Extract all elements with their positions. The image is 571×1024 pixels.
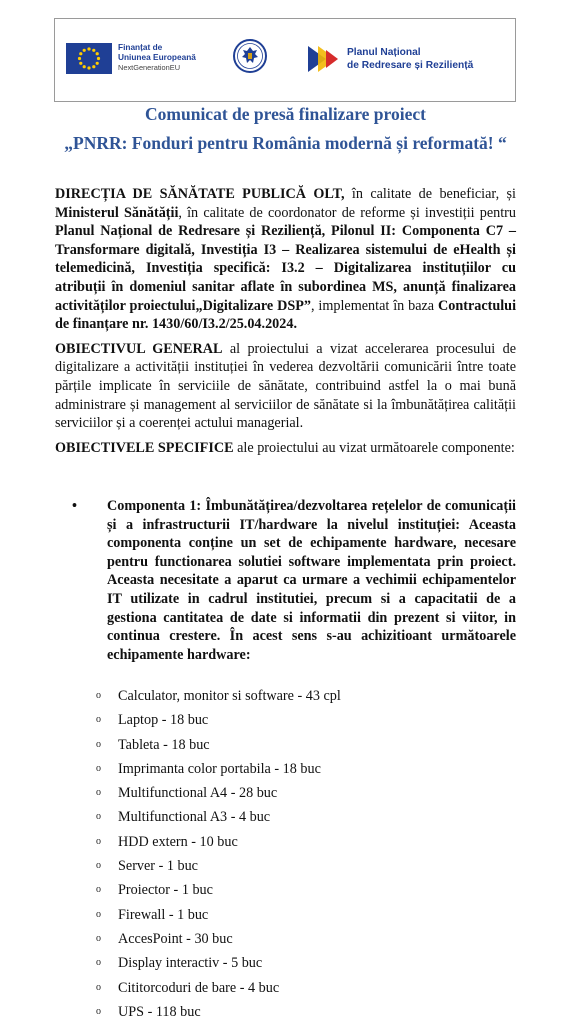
list-marker: o: [96, 932, 101, 944]
list-marker: o: [96, 835, 101, 847]
list-marker: o: [96, 811, 101, 823]
equipment-item-label: Imprimanta color portabila - 18 buc: [118, 760, 321, 777]
list-item: [96, 781, 516, 805]
list-marker: o: [96, 981, 101, 993]
equipment-item-label: Proiector - 1 buc: [118, 882, 213, 899]
list-item: [96, 903, 516, 927]
bullet-marker: •: [72, 498, 77, 514]
equipment-item-label: Multifunctional A3 - 4 buc: [118, 809, 271, 826]
list-marker: o: [96, 787, 101, 799]
list-marker: o: [96, 957, 101, 969]
list-marker: o: [96, 738, 101, 750]
eu-funding-text: [118, 42, 248, 73]
list-marker: o: [96, 908, 101, 920]
list-marker: o: [96, 690, 101, 701]
equipment-list: [96, 684, 516, 1024]
pnrr-line-2: de Redresare și Reziliență: [347, 60, 474, 71]
equipment-item-label: AccesPoint - 30 buc: [118, 930, 233, 947]
list-item: [96, 927, 516, 951]
equipment-item-label: Multifunctional A4 - 28 buc: [118, 785, 278, 802]
funding-banner: [54, 18, 516, 102]
list-item: [96, 878, 516, 902]
equipment-item-label: Server - 1 buc: [118, 858, 198, 875]
component-1-text: Componenta 1: Îmbunătățirea/dezvoltarea rețelelor de comunicații și a infrastructurii IT/hardware la nivelul instituției: Aceasta componenta conține un set de echipamente hardware, necesare pentru functionarea solutiei software implementata prin proiect. Aceasta necesitate a aparut ca urmare a vechimii echipamentelor IT utilizate in cadrul institutiei, precum si a capacitatii de a gestiona cantitatea de date si informatii din prezent si viitor, in continua crestere. În acest sens s-au achizitioant următoarele echipamente hardware:: [107, 498, 516, 663]
list-item: [96, 684, 516, 708]
program-reference: Planul Național de Redresare și Reziliență, Pilonul II: Componenta C7 – Transformare digitală, Investiția I3 – Realizarea sistemului de eHealth și telemedicină, Investiția specifică: I3.2 – Digitalizarea instituțiilor cu atribuții în domeniul sanitar aflate în subordinea MS, anunță finalizarea activităților proiectului„Digitalizare DSP”: [55, 223, 516, 314]
pnrr-line-1: Planul Național: [347, 47, 421, 58]
list-item: [96, 854, 516, 878]
eu-line-nextgen: NextGenerationEU: [118, 63, 181, 72]
list-marker: o: [96, 884, 101, 896]
list-marker: o: [96, 860, 101, 872]
equipment-item-label: UPS - 118 buc: [118, 1003, 201, 1020]
list-item: [96, 830, 516, 854]
equipment-item-label: Firewall - 1 buc: [118, 906, 209, 923]
equipment-item-label: Display interactiv - 5 buc: [118, 955, 263, 972]
list-marker: o: [96, 1005, 101, 1017]
equipment-item-label: Cititorcoduri de bare - 4 buc: [118, 979, 280, 996]
general-objective-paragraph: OBIECTIVUL GENERAL al proiectului a vizat accelerarea procesului de digitalizare a activității instituției în vederea dezvoltării comunicării între toate părțile implicate în serviciile de sănătate, contribuind astfel la o mai bună administrare și management al serviciilor de sănătate si la îmbunătățirea calității serviciilor și a coerenței actului managerial.: [55, 340, 516, 432]
list-item: [96, 757, 516, 781]
eu-line-union: Uniunea Europeană: [118, 52, 196, 62]
list-item: [96, 805, 516, 829]
document-body: [55, 185, 516, 463]
beneficiary-name: DIRECȚIA DE SĂNĂTATE PUBLICĂ OLT,: [55, 186, 345, 202]
project-title: „PNRR: Fonduri pentru România modernă și reformată! “: [64, 133, 507, 153]
list-marker: o: [96, 714, 101, 726]
list-item: [96, 951, 516, 975]
list-item: [96, 1000, 516, 1024]
equipment-item-label: Laptop - 18 buc: [118, 712, 209, 729]
eu-flag-icon: [66, 43, 112, 74]
list-item: [96, 733, 516, 757]
intro-paragraph: DIRECȚIA DE SĂNĂTATE PUBLICĂ OLT, în calitate de beneficiar, și Ministerul Sănătății, în calitate de coordonator de reforme și investiții pentru Planul Național de Redresare și Reziliență, Pilonul II: Componenta C7 – Transformare digitală, Investiția I3 – Realizarea sistemului de eHealth și telemedicină, Investiția specifică: I3.2 – Digitalizarea instituțiilor cu atribuții în domeniul sanitar aflate în subordinea MS, anunță finalizarea activităților proiectului„Digitalizare DSP”, implementat în baza Contractului de finanțare nr. 1430/60/I3.2/25.04.2024.: [55, 186, 517, 333]
list-item: [96, 976, 516, 1000]
specific-objectives-paragraph: OBIECTIVELE SPECIFICE ale proiectului au vizat următoarele componente:: [55, 439, 515, 456]
equipment-item-label: Tableta - 18 buc: [118, 736, 210, 753]
contract-reference: Contractului de finanțare nr. 1430/60/I3.2/25.04.2024.: [55, 297, 517, 333]
list-item: [96, 708, 516, 732]
ministry-name: Ministerul Sănătății: [55, 204, 179, 221]
pnrr-program-text: [347, 46, 517, 72]
romanian-government-seal-icon: [233, 39, 267, 73]
component-1-description: [72, 497, 516, 664]
eu-line-financed: Finanțat de: [118, 42, 163, 52]
list-marker: o: [96, 762, 101, 774]
equipment-item-label: HDD extern - 10 buc: [118, 833, 238, 850]
pnrr-logo-icon: [308, 46, 340, 72]
general-objective-label: OBIECTIVUL GENERAL: [55, 340, 223, 357]
equipment-item-label: Calculator, monitor si software - 43 cpl: [118, 688, 341, 704]
document-title: Comunicat de presă finalizare proiect: [145, 104, 426, 124]
specific-objectives-label: OBIECTIVELE SPECIFICE: [55, 439, 234, 456]
